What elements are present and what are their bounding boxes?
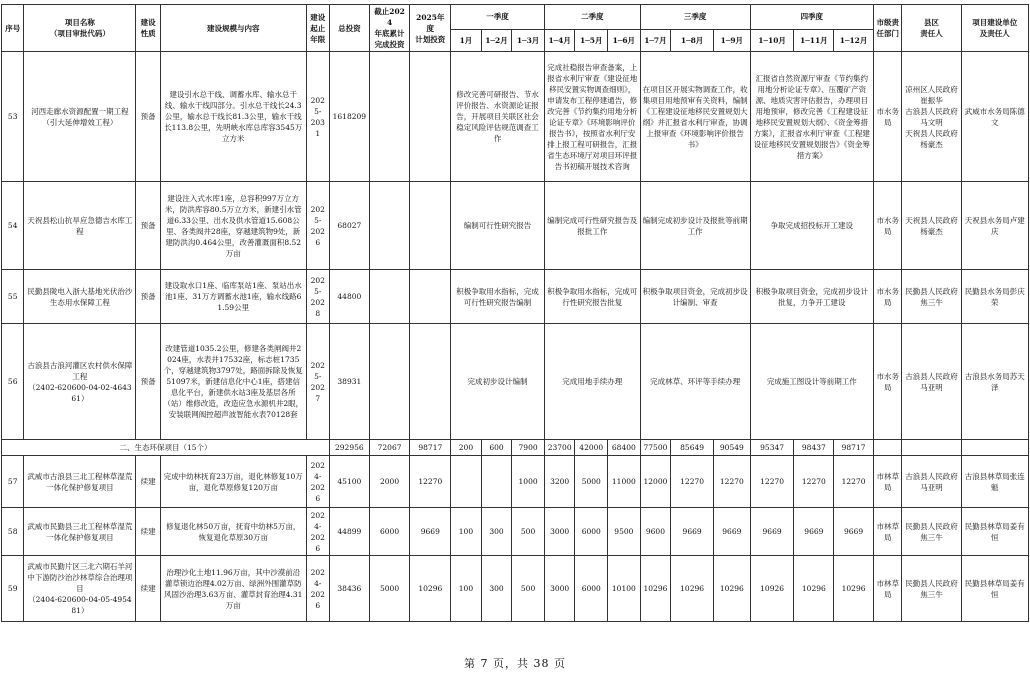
cell-unit: 古浪县林草局张连魁	[961, 456, 1028, 508]
cell-q3: 在项目区开展实物调查工作，收集项目用地预审有关资料，编制《工程建设征地移民安置规划大纲》并汇报省水利厅审查，协调上报审查《环境影响评价报告书》	[640, 52, 750, 182]
cell-month: 12270	[750, 456, 794, 508]
cell-month: 12000	[640, 456, 671, 508]
cell-month: 3000	[544, 556, 575, 622]
section-month: 68400	[608, 440, 641, 456]
cell-q3: 编制完成初步设计及报批等前期工作	[640, 182, 750, 270]
cell-dept: 市林草局	[873, 508, 902, 556]
section-empty	[961, 440, 1028, 456]
cell-done2024	[369, 182, 410, 270]
cell-month: 6000	[575, 556, 608, 622]
cell-month	[481, 456, 512, 508]
header-done2024: 截止2024 年底累计 完成投资	[369, 5, 410, 52]
cell-month: 10296	[640, 556, 671, 622]
month-header: 1─11月	[794, 29, 834, 51]
cell-nature: 预备	[136, 182, 160, 270]
cell-month: 12270	[671, 456, 714, 508]
cell-nature: 预备	[136, 52, 160, 182]
cell-seq: 58	[2, 508, 24, 556]
cell-month: 9669	[671, 508, 714, 556]
section-month: 95347	[750, 440, 794, 456]
section-row	[2, 440, 1029, 456]
cell-period: 2025- 2031	[306, 52, 329, 182]
cell-month: 10296	[834, 556, 874, 622]
section-month: 90549	[713, 440, 750, 456]
section-empty	[873, 440, 902, 456]
cell-period: 2024- 2026	[306, 556, 329, 622]
cell-dept: 市水务局	[873, 182, 902, 270]
cell-scale: 完成中幼林抚育23万亩，退化林修复10万亩，退化草原修复120万亩	[160, 456, 306, 508]
header-county: 县区 责任人	[902, 5, 961, 52]
cell-month: 9669	[834, 508, 874, 556]
cell-seq: 53	[2, 52, 24, 182]
cell-month: 9500	[608, 508, 641, 556]
cell-month: 10296	[713, 556, 750, 622]
cell-month: 10296	[794, 556, 834, 622]
cell-month: 9669	[713, 508, 750, 556]
header-seq: 序号	[2, 5, 24, 52]
cell-seq: 54	[2, 182, 24, 270]
section-month: 23700	[544, 440, 575, 456]
cell-scale: 建设取水口1座、临库泵站1座、泵站出水池1座、31万方调蓄水池1座，输水线路61.59公里	[160, 270, 306, 324]
header-scale: 建设规模与内容	[160, 5, 306, 52]
cell-q1: 完成初步设计编制	[451, 324, 545, 440]
cell-plan2025: 12270	[410, 456, 451, 508]
cell-nature: 预备	[136, 324, 160, 440]
table-row	[2, 52, 1029, 182]
cell-month: 10296	[671, 556, 714, 622]
cell-total: 44800	[329, 270, 369, 324]
cell-total: 44899	[329, 508, 369, 556]
table-row	[2, 456, 1029, 508]
cell-seq: 59	[2, 556, 24, 622]
cell-name: 河西走廊水资源配置一期工程（引大延伸增效工程）	[24, 52, 136, 182]
cell-plan2025: 9669	[410, 508, 451, 556]
header-q4: 四季度	[750, 5, 873, 30]
cell-period: 2025- 2026	[306, 182, 329, 270]
cell-name: 民勤县陇电入浙大基地光伏治沙生态用水保障工程	[24, 270, 136, 324]
cell-name: 武威市古浪县三北工程林草湿荒一体化保护修复项目	[24, 456, 136, 508]
cell-plan2025	[410, 270, 451, 324]
month-header: 1─8月	[671, 29, 714, 51]
cell-county: 天祝县人民政府杨豪杰	[902, 182, 961, 270]
cell-nature: 续建	[136, 456, 160, 508]
cell-done2024	[369, 52, 410, 182]
cell-q1: 修改完善可研报告、节水评价报告、水资源论证报告，开展项目关联区社会稳定风险评估规范调查工作	[451, 52, 545, 182]
cell-month: 100	[451, 556, 482, 622]
section-month: 98717	[834, 440, 874, 456]
table-row	[2, 556, 1029, 622]
cell-month	[451, 456, 482, 508]
cell-done2024	[369, 324, 410, 440]
cell-dept: 市水务局	[873, 270, 902, 324]
cell-month: 5000	[575, 456, 608, 508]
cell-name: 武威市民勤片区三北六期石羊河中下游防沙治沙林草综合治理项目 （2404-620600-04-05-495481）	[24, 556, 136, 622]
month-header: 1─10月	[750, 29, 794, 51]
section-month: 200	[451, 440, 482, 456]
cell-name: 天祝县松山抗旱应急德吉水库工程	[24, 182, 136, 270]
cell-q3: 积极争取项目资金，完成初步设计编制、审查	[640, 270, 750, 324]
cell-total: 45100	[329, 456, 369, 508]
cell-total: 1618209	[329, 52, 369, 182]
section-plan2025: 98717	[410, 440, 451, 456]
month-header: 1─3月	[512, 29, 545, 51]
cell-dept: 市水务局	[873, 52, 902, 182]
cell-q2: 积极争取用水指标，完成可行性研究报告批复	[544, 270, 640, 324]
header-name: 项目名称 （项目审批代码）	[24, 5, 136, 52]
cell-county: 民勤县人民政府焦三牛	[902, 556, 961, 622]
cell-seq: 56	[2, 324, 24, 440]
section-month: 98437	[794, 440, 834, 456]
cell-month: 12270	[834, 456, 874, 508]
cell-dept: 市水务局	[873, 324, 902, 440]
cell-county: 民勤县人民政府焦三牛	[902, 508, 961, 556]
cell-period: 2024- 2026	[306, 508, 329, 556]
cell-month: 6000	[575, 508, 608, 556]
cell-month: 10926	[750, 556, 794, 622]
cell-q3: 完成林草、环评等手续办理	[640, 324, 750, 440]
month-header: 1月	[451, 29, 482, 51]
month-header: 1─6月	[608, 29, 641, 51]
cell-county: 古浪县人民政府马亚明	[902, 456, 961, 508]
section-month: 77500	[640, 440, 671, 456]
cell-done2024	[369, 270, 410, 324]
cell-seq: 55	[2, 270, 24, 324]
section-month: 600	[481, 440, 512, 456]
project-table	[1, 4, 1029, 622]
cell-scale: 治理沙化土地11.96万亩，其中沙漠前沿灌草锁边治理4.02万亩、绿洲外围灌草防风固沙治理3.63万亩、灌草封育治理4.31万亩	[160, 556, 306, 622]
header-q1: 一季度	[451, 5, 545, 30]
section-month: 42000	[575, 440, 608, 456]
cell-month: 300	[481, 508, 512, 556]
cell-scale: 建设注入式水库1座，总容积997万立方米，防洪库容80.5万立方米，新建引水管道6.33公里、出水及供水管道15.608公里、各类阀井28座，穿越建筑物9处，新建防洪沟0.464公里，改善灌溉面积8.52万亩	[160, 182, 306, 270]
table-row	[2, 508, 1029, 556]
section-empty	[902, 440, 961, 456]
cell-month: 12270	[713, 456, 750, 508]
cell-scale: 建设引水总干线、调蓄水库、输水总干线、输水干线四部分。引水总干线长24.3公里，输水总干线长81.3公里，输水干线长113.8公里，先明峡水库总库容3545万立方米	[160, 52, 306, 182]
table-row	[2, 270, 1029, 324]
header-plan2025: 2025年度 计划投资	[410, 5, 451, 52]
month-header: 1─5月	[575, 29, 608, 51]
cell-unit: 民勤县水务局彭庆荣	[961, 270, 1028, 324]
cell-q4: 争取完成招投标开工建设	[750, 182, 873, 270]
cell-month: 12270	[794, 456, 834, 508]
section-title: 二、生态环保项目（15个）	[2, 440, 330, 456]
cell-unit: 古浪县水务局苏天泽	[961, 324, 1028, 440]
cell-month: 500	[512, 508, 545, 556]
table-row	[2, 324, 1029, 440]
header-q2: 二季度	[544, 5, 640, 30]
cell-unit: 武威市水务局陈德文	[961, 52, 1028, 182]
cell-month: 300	[481, 556, 512, 622]
header-period: 建设 起止 年限	[306, 5, 329, 52]
cell-q1: 积极争取用水指标，完成可行性研究报告编制	[451, 270, 545, 324]
cell-scale: 改建管道1035.2公里，修建各类闸阀井2024座，水表井17532座，标志桩1735个，穿越建筑物3797处，路面拆除及恢复51097米，新建信息化中心1座，搭建信息化平台，新建供水站3座及基层各所（站）维修改造，改造应急水源机井2眼，安装联网阀控超声波智能水表70128套	[160, 324, 306, 440]
cell-q4: 完成施工图设计等前期工作	[750, 324, 873, 440]
section-total: 292956	[329, 440, 369, 456]
cell-month: 9600	[640, 508, 671, 556]
cell-total: 68027	[329, 182, 369, 270]
cell-q4: 积极争取项目资金，完成初步设计批复，力争开工建设	[750, 270, 873, 324]
cell-dept: 市林草局	[873, 456, 902, 508]
month-header: 1─12月	[834, 29, 874, 51]
cell-plan2025	[410, 324, 451, 440]
cell-month: 10100	[608, 556, 641, 622]
cell-nature: 续建	[136, 508, 160, 556]
cell-name: 武威市民勤县三北工程林草湿荒一体化保护修复项目	[24, 508, 136, 556]
section-month: 85649	[671, 440, 714, 456]
cell-unit: 天祝县水务局卢建庆	[961, 182, 1028, 270]
cell-unit: 民勤县林草局姜有恒	[961, 556, 1028, 622]
page-footer: 第 7 页，共 38 页	[464, 657, 566, 670]
cell-total: 38436	[329, 556, 369, 622]
cell-q2: 完成社稳报告审查备案，上报省水利厅审查《建设征地移民安置实物调查细则》，申请发布工程停建通告，修改完善《节约集约用地分析论证专章》《环境影响评价报告书》，按照省水利厅安排上报工程可研报告，汇报省生态环境厅对项目环评报告书初稿开展技术咨询	[544, 52, 640, 182]
cell-unit: 民勤县林草局姜有恒	[961, 508, 1028, 556]
cell-month: 100	[451, 508, 482, 556]
cell-seq: 57	[2, 456, 24, 508]
section-month: 7900	[512, 440, 545, 456]
cell-done2024: 6000	[369, 508, 410, 556]
cell-month: 9669	[794, 508, 834, 556]
month-header: 1─7月	[640, 29, 671, 51]
cell-q1: 编制可行性研究报告	[451, 182, 545, 270]
cell-county: 民勤县人民政府焦三牛	[902, 270, 961, 324]
header-unit: 项目建设单位 及责任人	[961, 5, 1028, 52]
cell-month: 500	[512, 556, 545, 622]
header-total: 总投资	[329, 5, 369, 52]
cell-done2024: 2000	[369, 456, 410, 508]
cell-q2: 编制完成可行性研究报告及报批工作	[544, 182, 640, 270]
cell-period: 2025- 2028	[306, 270, 329, 324]
cell-county: 古浪县人民政府马亚明	[902, 324, 961, 440]
header-q3: 三季度	[640, 5, 750, 30]
cell-plan2025	[410, 182, 451, 270]
month-header: 1─4月	[544, 29, 575, 51]
header-dept: 市级责 任部门	[873, 5, 902, 52]
cell-month: 3000	[544, 508, 575, 556]
table-row	[2, 182, 1029, 270]
cell-q4: 汇报省自然资源厅审查《节约集约用地分析论证专章》、压覆矿产资源、地质灾害评估报告，办理项目用地预审，修改完善《工程建设征地移民安置规划大纲》、《资金筹措方案》，汇报省水利厅审查《工程建设征地移民安置规划报告》《资金筹措方案》	[750, 52, 873, 182]
cell-nature: 预备	[136, 270, 160, 324]
cell-done2024: 5000	[369, 556, 410, 622]
cell-plan2025	[410, 52, 451, 182]
cell-nature: 续建	[136, 556, 160, 622]
cell-scale: 修复退化林50万亩，抚育中幼林5万亩，恢复退化草原30万亩	[160, 508, 306, 556]
cell-total: 38931	[329, 324, 369, 440]
month-header: 1─9月	[713, 29, 750, 51]
header-nature: 建设 性质	[136, 5, 160, 52]
cell-dept: 市林草局	[873, 556, 902, 622]
cell-month: 1000	[512, 456, 545, 508]
cell-plan2025: 10296	[410, 556, 451, 622]
month-header: 1─2月	[481, 29, 512, 51]
cell-month: 11000	[608, 456, 641, 508]
cell-month: 3200	[544, 456, 575, 508]
cell-period: 2024- 2026	[306, 456, 329, 508]
cell-period: 2025- 2027	[306, 324, 329, 440]
section-done2024: 72067	[369, 440, 410, 456]
cell-q2: 完成用地手续办理	[544, 324, 640, 440]
cell-county: 凉州区人民政府崔振华 古浪县人民政府马文明 天祝县人民政府杨豪杰	[902, 52, 961, 182]
cell-month: 9669	[750, 508, 794, 556]
cell-name: 古浪县古浪河灌区农村供水保障工程 （2402-620600-04-02-464361）	[24, 324, 136, 440]
